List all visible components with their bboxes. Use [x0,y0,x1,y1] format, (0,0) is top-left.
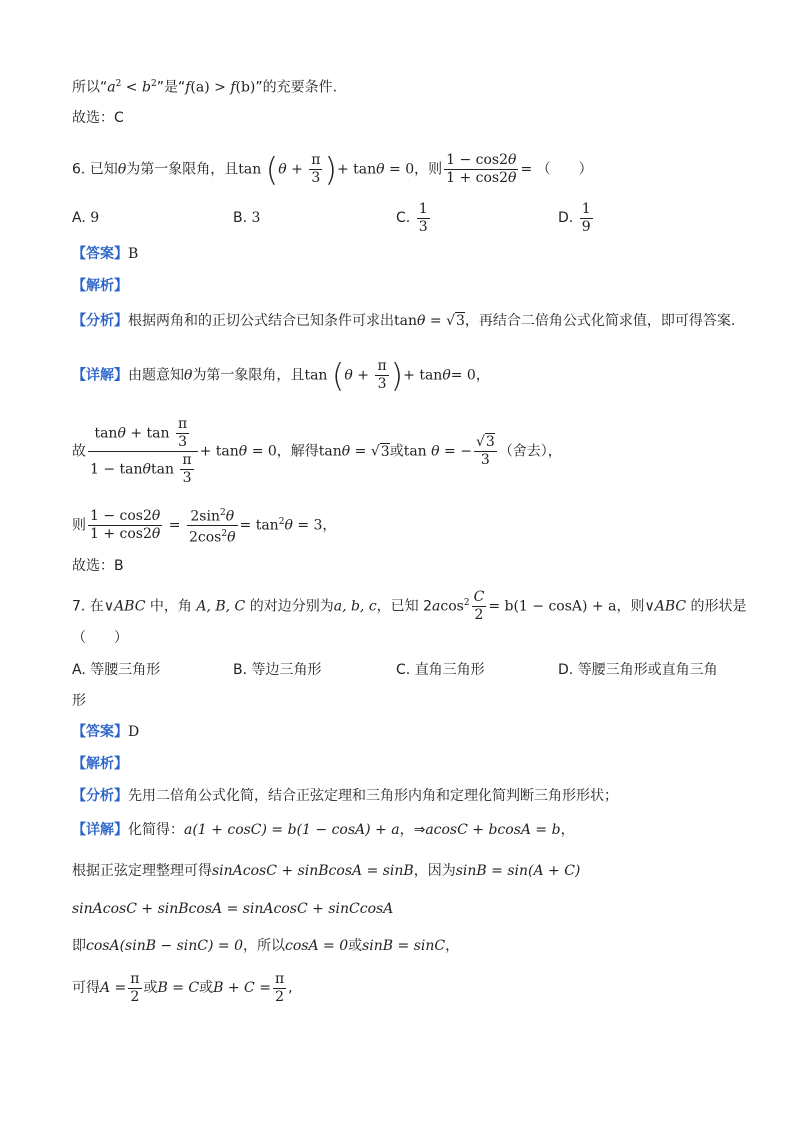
text: ，所以 [243,938,286,954]
text: , [288,980,293,996]
option-label: A. [72,210,86,226]
fraction-pi-2 [273,971,286,1006]
text: 由题意知 [128,367,184,384]
frac-num: 1 − cos2 [90,508,152,525]
text: 先用二倍角公式化简，结合正弦定理和三角形内角和定理化简判断三角形形状； [128,788,618,804]
math-expr: A = [100,980,127,996]
math-f: f [230,79,236,96]
text: 为第一象限角，且 [192,367,305,384]
math-fa: (a) > [190,79,231,96]
math-tan: tan [394,313,417,329]
q7-detail-5 [72,968,293,1008]
math-abc: ABC [114,598,146,615]
math-expr: sinB = sinC [362,938,446,954]
answer-value: B [128,246,139,262]
fraction-pi-3 [375,358,388,393]
math-theta: θ [184,367,193,384]
math-tan: tan [304,367,328,384]
math-plus-tan: + tan [336,161,377,178]
q7-blank: （ ） [72,630,128,646]
prev-conclusion: 所以“$a^2 < b^2$”是“f(a) > f(b)”的充要条件. [72,79,338,96]
math-expr: acosC + bcosA = b [425,822,561,838]
math-theta: θ [284,517,293,534]
text: （舍去）， [498,443,562,460]
math-b: b [142,79,151,96]
math-eq3: = 3， [292,517,337,534]
answer-tag: 【答案】 [72,246,128,262]
text: ”是“ [156,79,186,96]
math-a: a [432,598,441,615]
option-fraction [417,201,430,236]
text: 中，角 [145,598,197,615]
frac-den: 3 [480,452,490,468]
math-tan: tan [318,443,342,460]
q6-answer [72,244,138,264]
text: ， [445,938,460,954]
math-triangle: ∨ [103,598,115,615]
q7-option-d [558,660,718,680]
option-label: B. [233,210,248,226]
answer-tag: 【答案】 [72,724,128,740]
text: ，再结合二倍角公式化简求值，即可得答案. [464,313,736,329]
fraction-pi-3 [176,416,189,451]
q7-option-wrap: 形 [72,693,86,709]
option-value: 9 [90,210,100,226]
math-eq0: = 0 [450,367,476,384]
text: 根据两角和的正切公式结合已知条件可求出 [128,313,394,329]
fraction-pi-2 [128,971,141,1006]
math-theta: θ [151,508,161,525]
text: 为第一象限角，且 [126,161,239,178]
frac-den: 2 [275,988,285,1005]
frac-num: π [377,358,387,374]
frac-num: π [130,970,140,987]
fraction-sin-cos: $\frac{2\sin^2\theta}{2\cos^2\theta}$ [187,505,238,547]
math-theta: θ [341,443,351,460]
math-tan2: = tan [239,517,279,534]
fenxi-tag: 【分析】 [72,313,128,329]
fenxi-tag: 【分析】 [72,788,128,804]
math-angles: A, B, C [196,598,246,615]
math-abc: ABC [654,598,687,615]
q7-analysis-tag [72,754,128,774]
text: ，⇒ [399,822,426,838]
math-theta: θ [142,461,151,478]
text: 则 [72,517,86,534]
option-fraction [580,201,593,236]
q7-detail-2 [72,861,580,881]
math-theta: θ [442,367,451,384]
fraction-pi-3 [180,452,193,487]
q6-option-a [72,208,99,228]
frac-den: 9 [581,218,591,235]
q6-stem: 6. 已知θ为第一象限角，且tan (θ + $\frac{\pi}{3}$ )+ tanθ = 0，则 $\frac{1 - \cos 2\theta}{1 + \cos 2\theta}$ = （ ） [72,150,593,189]
fraction-tan-sum: tanθ + tan $\frac{\pi}{3}$ 1 − tanθtan $\frac{\pi}{3}$ [88,416,198,487]
q6-fenxi: 【分析】根据两角和的正切公式结合已知条件可求出tanθ = √3，再结合二倍角公式化简求值，即可得答案. [72,313,736,329]
q7-detail-3 [72,899,393,919]
q6-detail-3: 则 $\frac{1 - \cos 2\theta}{1 + \cos 2\theta}$ = $\frac{2\sin^2\theta}{2\cos^2\theta}$ = $\tan^2\theta = 3$， [72,502,336,547]
frac-num: 2sin [190,508,220,525]
option-label: B. [233,662,248,678]
q7-detail-1 [72,820,575,840]
q6-option-b [233,208,260,228]
text: ，因为 [413,863,456,879]
option-label: D. [558,662,574,678]
math-f: f [185,79,191,96]
math-expr: a(1 + cosC) = b(1 − cosA) + a [184,822,400,838]
math-lt: < [121,79,142,96]
math-theta: θ [117,161,127,178]
option-value: 等腰三角形 [90,662,161,678]
fraction-c-2 [472,589,487,624]
frac-den: 3 [178,434,188,450]
math-theta: θ [278,161,287,178]
answer-value: D [128,724,140,740]
math-plus-tan: + tan [403,367,443,384]
text: 所以“ [72,79,108,96]
math-mul-tan: 1 − tan [90,461,143,478]
q7-answer [72,722,139,742]
frac-num: π [274,970,285,987]
frac-den: 1 + cos2 [446,170,509,186]
q7-option-a [72,660,160,680]
text: ，则 [414,161,443,178]
math-sqrt3: 3 [456,313,465,329]
text: 即 [72,938,86,954]
math-expr: cosA(sinB − sinC) = 0 [86,938,244,954]
q7-fenxi [72,786,618,806]
math-theta: θ [417,313,426,329]
frac-num: π [177,416,188,432]
math-eq: = [425,313,447,329]
math-theta: θ [431,443,440,460]
q6-detail-1: 【详解】由题意知θ为第一象限角，且tan (θ + $\frac{\pi}{3}$ )+ tanθ= 0， [72,356,490,395]
math-plus-tan: + tan [199,443,239,460]
math-eq: = [350,443,371,460]
q7-detail-4 [72,936,459,956]
math-expr: B + C = [213,980,271,996]
q6-choose: 故选：B [72,558,124,574]
frac-num: 3 [485,434,495,450]
math-sides: a, b, c [333,598,377,615]
frac-den: 2 [130,988,140,1005]
math-theta: θ [227,529,236,546]
text: 或 [143,980,158,996]
text: 化简得： [128,822,184,838]
math-tan: tan [238,161,262,178]
math-theta: θ [151,526,161,543]
frac-num: 1 [418,200,428,217]
q7-number: 7. 在 [72,598,104,615]
text: ， [560,822,575,838]
text: 根据正弦定理整理可得 [72,863,212,879]
frac-num: 1 [581,200,591,217]
option-value: 等腰三角形或直角三角 [577,662,718,678]
math-theta: θ [508,152,517,168]
q7-option-b [233,660,322,680]
math-a: a [107,79,116,96]
math-theta: θ [508,170,517,186]
frac-num: 1 − cos2 [446,152,509,168]
text: 可得 [72,980,100,996]
frac-den: 3 [311,170,321,186]
q6-analysis-tag [72,276,128,296]
frac-den: 1 + cos2 [90,526,152,543]
math-expr: B = C [157,980,200,996]
text: ，则∨ [616,598,655,615]
frac-num: π [311,152,321,168]
q7-stem: 7. 在∨ABC 中，角 A, B, C 的对边分别为a, b, c，已知 2acos$^2$ $\frac{C}{2}$ = b(1 − cosA) + a，则∨ABC 的形状是 [72,589,747,624]
frac-den: 3 [182,470,192,486]
frac-den: 3 [377,376,387,392]
option-value: 3 [251,210,261,226]
math-tan: tan [146,425,170,442]
fraction-pi-3 [309,152,322,187]
frac-den: 3 [418,218,428,235]
text: ”的充要条件. [255,79,338,96]
math-theta: θ [238,443,248,460]
option-label: C. [396,210,411,226]
fraction-main [444,152,518,187]
text: 或 [199,980,214,996]
math-sqrt3: 3 [380,443,390,460]
math-minus: = − [439,443,472,460]
text: 的对边分别为 [245,598,334,615]
q6-option-d [558,200,595,236]
option-value: 等边三角形 [251,662,322,678]
frac-den: 2cos [188,529,222,546]
frac-num: π [182,452,192,468]
q6-detail-2: 故 tanθ + tan $\frac{\pi}{3}$ 1 − tanθtan $\frac{\pi}{3}$ + tanθ = 0，解得tanθ = √3或tan θ = − $\frac{√3}{3}$ （舍去）， [72,416,562,486]
text: 或 [348,938,363,954]
analysis-tag: 【解析】 [72,278,128,294]
math-expr: sinAcosC + sinBcosA = sinB [212,863,414,879]
math-fb: (b) [235,79,256,96]
prev-choose: 故选：C [72,110,124,126]
analysis-tag: 【解析】 [72,756,128,772]
math-tan: tan [403,443,427,460]
text: ，解得 [276,443,319,460]
math-eq0: = 0 [251,443,277,460]
math-cos: cos [440,598,464,615]
text: 的形状是 [686,598,747,615]
math-expr: sinAcosC + sinBcosA = sinAcosC + sinCcosA [72,901,394,917]
math-rhs: = b(1 − cosA) + a [488,598,617,615]
option-label: A. [72,662,86,678]
text: 或 [389,443,404,460]
math-theta: θ [344,367,353,384]
q7-option-c [396,660,485,680]
detail-tag: 【详解】 [72,822,128,838]
option-value: 直角三角形 [414,662,485,678]
frac-num: C [473,589,485,606]
math-theta: θ [225,508,235,525]
detail-tag: 【详解】 [72,367,128,384]
math-tan: tan [94,425,118,442]
q6-option-c [396,200,432,236]
math-theta: θ [376,161,385,178]
math-expr: sinB = sin(A + C) [455,863,581,879]
fraction-sqrt3-3: $\frac{√3}{3}$ [475,434,495,468]
math-eq-blank: = （ ） [520,161,593,178]
fraction-main [88,508,162,543]
option-label: D. [558,210,574,226]
math-tan: tan [150,461,174,478]
math-theta: θ [117,425,126,442]
text: 故 [72,443,86,460]
math-eq0: = 0 [389,161,415,178]
math-expr: cosA = 0 [285,938,349,954]
text: ，已知 2 [376,598,433,615]
frac-den: 2 [474,607,484,624]
option-label: C. [396,662,411,678]
q6-number: 6. 已知 [72,161,118,178]
